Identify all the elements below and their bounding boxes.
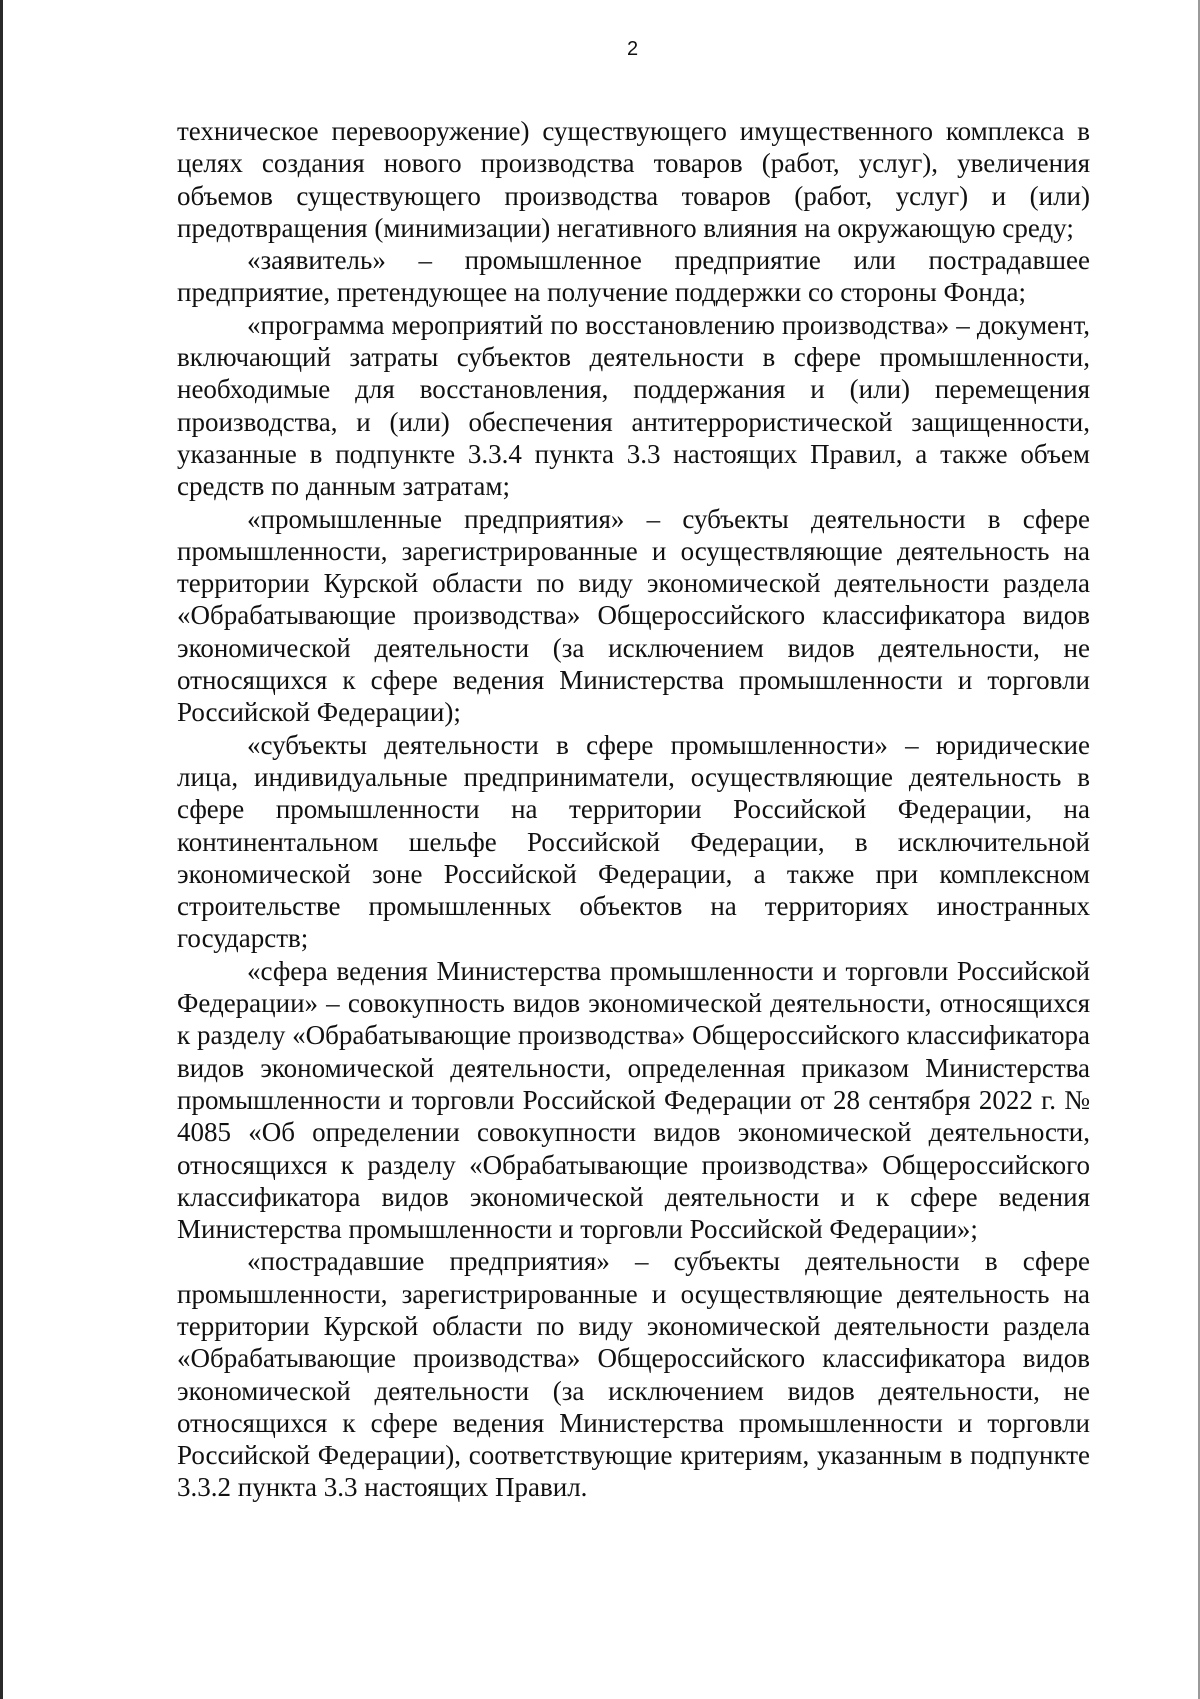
paragraph-definition-affected-enterprises: «пострадавшие предприятия» – субъекты деятельности в сфере промышленности, зарегистрированные и осуществляющие деятельность на территории Курской области по виду экономической деятельности раздела «Обрабатывающие производства» Общероссийского классификатора видов экономической деятельности (за исключением видов деятельности, не относящихся к сфере ведения Министерства промышленности и торговли Российской Федерации), соответствующие критериям, указанным в подпункте 3.3.2 пункта 3.3 настоящих Правил. [177, 1246, 1090, 1503]
paragraph-definition-ministry-scope: «сфера ведения Министерства промышленности и торговли Российской Федерации» – совокупность видов экономической деятельности, относящихся к разделу «Обрабатывающие производства» Общероссийского классификатора видов экономической деятельности, определенная приказом Министерства промышленности и торговли Российской Федерации от 28 сентября 2022 г. № 4085 «Об определении совокупности видов экономической деятельности, относящихся к разделу «Обрабатывающие производства» Общероссийского классификатора видов экономической деятельности и к сфере ведения Министерства промышленности и торговли Российской Федерации»; [177, 955, 1090, 1245]
paragraph-definition-industrial-enterprises: «промышленные предприятия» – субъекты деятельности в сфере промышленности, зарегистрированные и осуществляющие деятельность на территории Курской области по виду экономической деятельности раздела «Обрабатывающие производства» Общероссийского классификатора видов экономической деятельности (за исключением видов деятельности, не относящихся к сфере ведения Министерства промышленности и торговли Российской Федерации); [177, 503, 1090, 728]
document-body [177, 115, 1090, 1504]
page-number: 2 [626, 38, 639, 60]
paragraph-definition-recovery-program: «программа мероприятий по восстановлению производства» – документ, включающий затраты субъектов деятельности в сфере промышленности, необходимые для восстановления, поддержания и (или) перемещения производства, и (или) обеспечения антитеррористической защищенности, указанные в подпункте 3.3.4 пункта 3.3 настоящих Правил, а также объем средств по данным затратам; [177, 309, 1090, 502]
paragraph-definition-applicant: «заявитель» – промышленное предприятие или пострадавшее предприятие, претендующее на получение поддержки со стороны Фонда; [177, 245, 1090, 308]
scan-edge-left [0, 0, 3, 1699]
paragraph-definition-industry-subjects: «субъекты деятельности в сфере промышленности» – юридические лица, индивидуальные предприниматели, осуществляющие деятельность в сфере промышленности на территории Российской Федерации, на континентальном шельфе Российской Федерации, в исключительной экономической зоне Российской Федерации, а также при комплексном строительстве промышленных объектов на территориях иностранных государств; [177, 729, 1090, 954]
paragraph-continuation: техническое перевооружение) существующего имущественного комплекса в целях создания нового производства товаров (работ, услуг), увеличения объемов существующего производства товаров (работ, услуг) и (или) предотвращения (минимизации) негативного влияния на окружающую среду; [177, 116, 1090, 243]
